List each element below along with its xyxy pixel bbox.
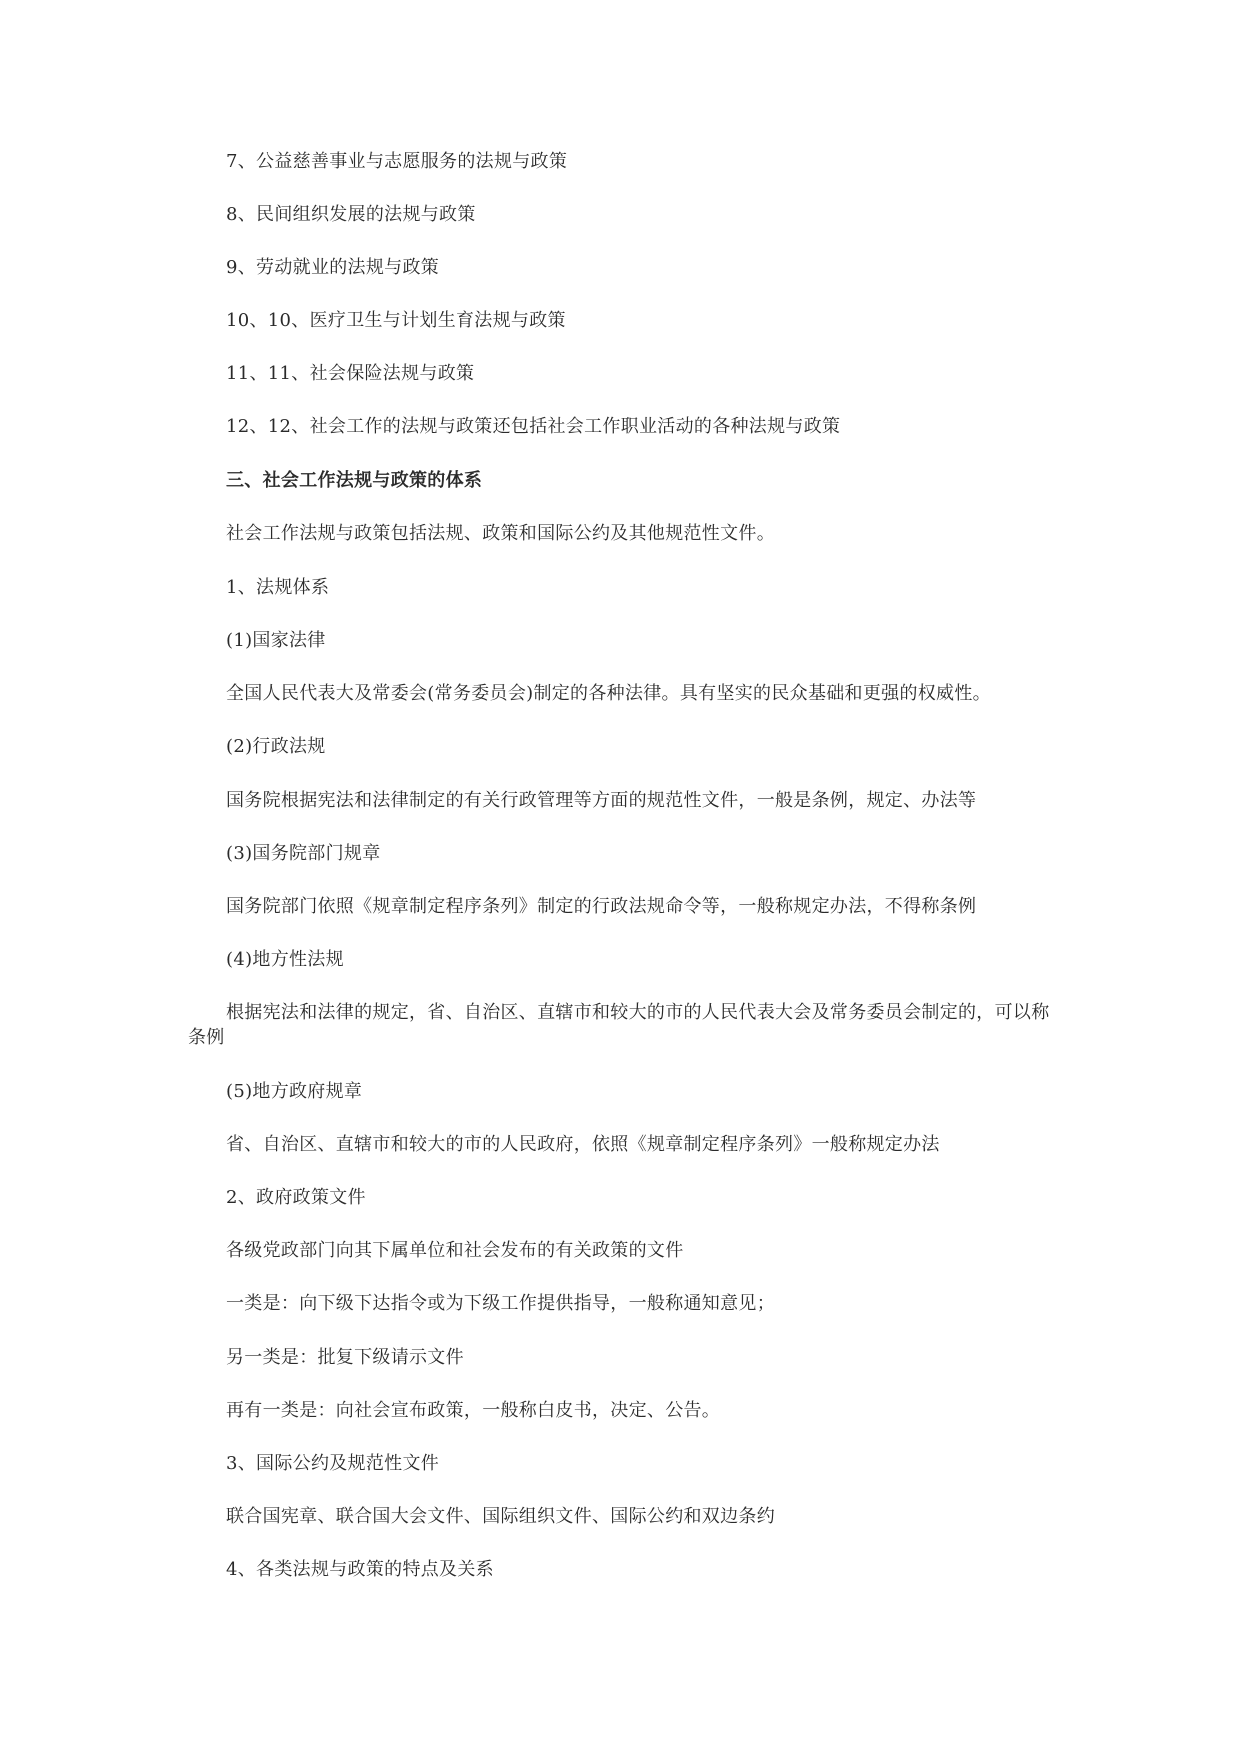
paragraph: 一类是：向下级下达指令或为下级工作提供指导，一般称通知意见； xyxy=(226,1293,775,1314)
subheading: (1)国家法律 xyxy=(226,630,326,651)
subheading: 4、各类法规与政策的特点及关系 xyxy=(226,1559,494,1580)
paragraph: 国务院根据宪法和法律制定的有关行政管理等方面的规范性文件，一般是条例，规定、办法等 xyxy=(226,790,977,811)
paragraph: 各级党政部门向其下属单位和社会发布的有关政策的文件 xyxy=(226,1240,684,1261)
list-item-11: 11、11、社会保险法规与政策 xyxy=(226,363,475,384)
subheading: (5)地方政府规章 xyxy=(226,1081,363,1102)
paragraph: 全国人民代表大及常委会(常务委员会)制定的各种法律。具有坚实的民众基础和更强的权威性。 xyxy=(226,683,991,704)
section-heading: 三、社会工作法规与政策的体系 xyxy=(226,470,483,491)
subheading: (2)行政法规 xyxy=(226,736,326,757)
paragraph: 省、自治区、直辖市和较大的市的人民政府，依照《规章制定程序条列》一般称规定办法 xyxy=(226,1134,940,1155)
subheading: (3)国务院部门规章 xyxy=(226,843,381,864)
subheading: 3、国际公约及规范性文件 xyxy=(226,1453,440,1474)
list-item-8: 8、民间组织发展的法规与政策 xyxy=(226,204,476,225)
paragraph: 联合国宪章、联合国大会文件、国际组织文件、国际公约和双边条约 xyxy=(226,1506,775,1527)
subheading: 2、政府政策文件 xyxy=(226,1187,366,1208)
list-item-9: 9、劳动就业的法规与政策 xyxy=(226,257,440,278)
list-item-12: 12、12、社会工作的法规与政策还包括社会工作职业活动的各种法规与政策 xyxy=(226,416,841,437)
list-item-7: 7、公益慈善事业与志愿服务的法规与政策 xyxy=(226,151,568,172)
paragraph: 另一类是：批复下级请示文件 xyxy=(226,1347,464,1368)
paragraph: 再有一类是：向社会宣布政策，一般称白皮书，决定、公告。 xyxy=(226,1400,721,1421)
paragraph: 社会工作法规与政策包括法规、政策和国际公约及其他规范性文件。 xyxy=(226,523,775,544)
list-item-10: 10、10、医疗卫生与计划生育法规与政策 xyxy=(226,310,566,331)
paragraph: 国务院部门依照《规章制定程序条列》制定的行政法规命令等，一般称规定办法，不得称条例 xyxy=(226,896,977,917)
subheading: (4)地方性法规 xyxy=(226,949,344,970)
paragraph: 根据宪法和法律的规定，省、自治区、直辖市和较大的市的人民代表大会及常务委员会制定的，可以称条例 xyxy=(188,1002,1050,1048)
subheading: 1、法规体系 xyxy=(226,577,330,598)
